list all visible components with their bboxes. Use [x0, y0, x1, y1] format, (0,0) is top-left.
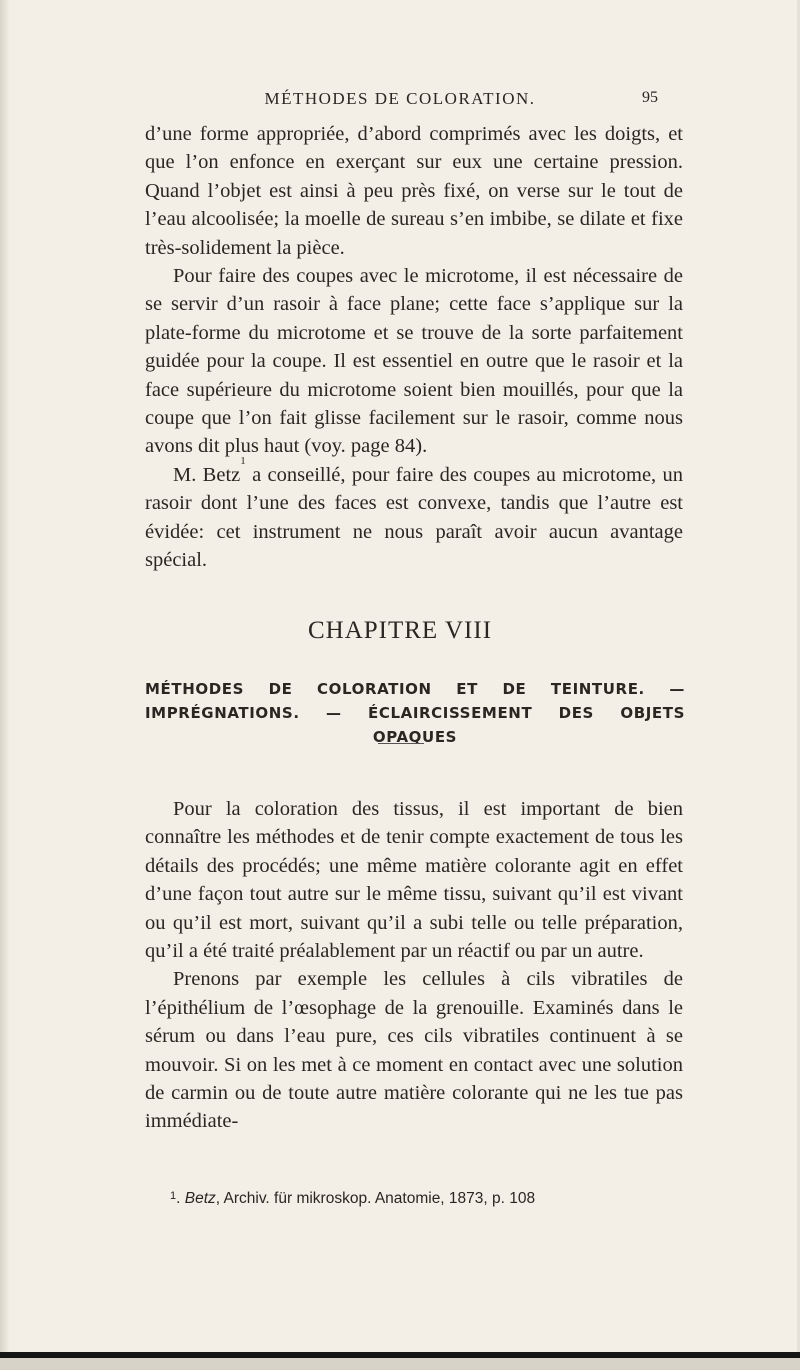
- body-text-top: [145, 120, 683, 575]
- chapter-heading: CHAPITRE VIII: [307, 617, 493, 644]
- paragraph-continuation: d’une forme appropriée, d’abord comprimés avec les doigts, et que l’on enfonce en exerçant sur eux une certaine pression. Quand l’objet est ainsi à peu près fixé, on verse sur le tout de l’eau alcoolisée; la moelle de sureau s’en imbibe, se dilate et fixe très-solidement la pièce.: [145, 123, 683, 259]
- footnote-citation: , Archiv. für mikroskop. Anatomie, 1873, p. 108: [215, 1190, 536, 1207]
- body-text-bottom: [145, 795, 683, 1136]
- paragraph-example: Prenons par exemple les cellules à cils vibratiles de l’épithélium de l’œsophage de la grenouille. Examinés dans le sérum ou dans l’eau pure, ces cils vibratiles continuent à se mouvoir. Si on les met à ce moment en contact avec une solution de carmin ou de toute autre matière colorante qui ne les tue pas immédiate-: [145, 968, 683, 1133]
- footnote-separator: .: [176, 1190, 185, 1207]
- paragraph-betz-rest: a conseillé, pour faire des coupes au microtome, un rasoir dont l’une des faces est convexe, tandis que l’autre est évidée: cet instrument ne nous paraît avoir aucun avantage spécial.: [145, 463, 684, 572]
- scan-bottom-shade: [0, 1358, 800, 1370]
- page-number: 95: [642, 89, 658, 106]
- footnote-mark: 1: [170, 1190, 177, 1202]
- footnote: [170, 1190, 690, 1208]
- running-head: [0, 89, 800, 113]
- chapter-subtitle: MÉTHODES DE COLORATION ET DE TEINTURE. — IMPRÉGNATIONS. — ÉCLAIRCISSEMENT DES OBJETS OPAQUES: [145, 680, 685, 746]
- running-title: MÉTHODES DE COLORATION.: [264, 89, 536, 108]
- paragraph-betz-start: M. Betz: [173, 463, 241, 486]
- paragraph-microtome: Pour faire des coupes avec le microtome, il est nécessaire de se servir d’un rasoir à face plane; cette face s’applique sur la plate-forme du microtome et se trouve de la sorte parfaitement guidée pour la coupe. Il est essentiel en outre que le rasoir et la face supérieure du microtome soient bien mouillés, pour que la coupe que l’on fait glisse facilement sur le rasoir, comme nous avons dit plus haut (voy. page 84).: [145, 265, 683, 458]
- paragraph-coloration: Pour la coloration des tissus, il est important de bien connaître les méthodes et de tenir compte exactement de tous les détails des procédés; une même matière colorante agit en effet d’une façon tout autre sur le même tissu, suivant qu’il est vivant ou qu’il est mort, suivant qu’il a subi telle ou telle préparation, qu’il a été traité préalablement par un réactif ou par un autre.: [145, 798, 683, 963]
- section-divider: [378, 743, 424, 744]
- paragraph-betz: [145, 454, 684, 575]
- footnote-author: Betz: [184, 1190, 216, 1207]
- footnote-reference[interactable]: 1: [240, 454, 246, 467]
- page-gutter-shadow: [0, 0, 10, 1370]
